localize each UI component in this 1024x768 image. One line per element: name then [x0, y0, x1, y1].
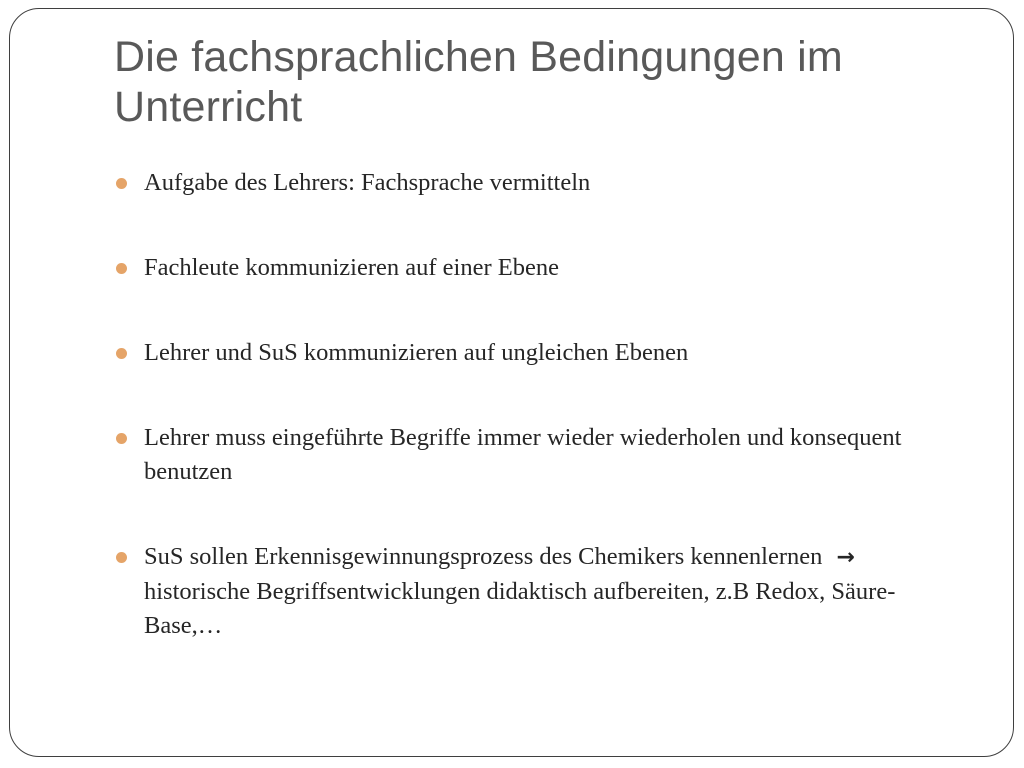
arrow-right-icon: →: [836, 545, 855, 570]
bullet-dot-icon: [116, 178, 127, 189]
bullet-text: Aufgabe des Lehrers: Fachsprache vermitteln: [144, 169, 591, 196]
bullet-text: Lehrer und SuS kommunizieren auf ungleichen Ebenen: [144, 339, 689, 366]
bullet-list: [114, 166, 944, 694]
bullet-item: [114, 251, 944, 285]
bullet-dot-icon: [116, 263, 127, 274]
bullet-item: [114, 336, 944, 370]
bullet-dot-icon: [116, 348, 127, 359]
bullet-item: [114, 166, 944, 200]
bullet-dot-icon: [116, 552, 127, 563]
slide-title: Die fachsprachlichen Bedingungen im Unterricht: [114, 33, 843, 131]
bullet-text: Lehrer muss eingeführte Begriffe immer wieder wiederholen und konsequent benutzen: [144, 424, 902, 485]
bullet-text: SuS sollen Erkennisgewinnungsprozess des Chemikers kennenlernen: [144, 543, 823, 570]
bullet-text: Fachleute kommunizieren auf einer Ebene: [144, 254, 559, 281]
bullet-continuation-text: historische Begriffsentwicklungen didaktisch aufbereiten, z.B Redox, Säure-Base,…: [144, 578, 896, 639]
bullet-item: [114, 540, 944, 643]
bullet-dot-icon: [116, 433, 127, 444]
bullet-item: [114, 421, 944, 489]
